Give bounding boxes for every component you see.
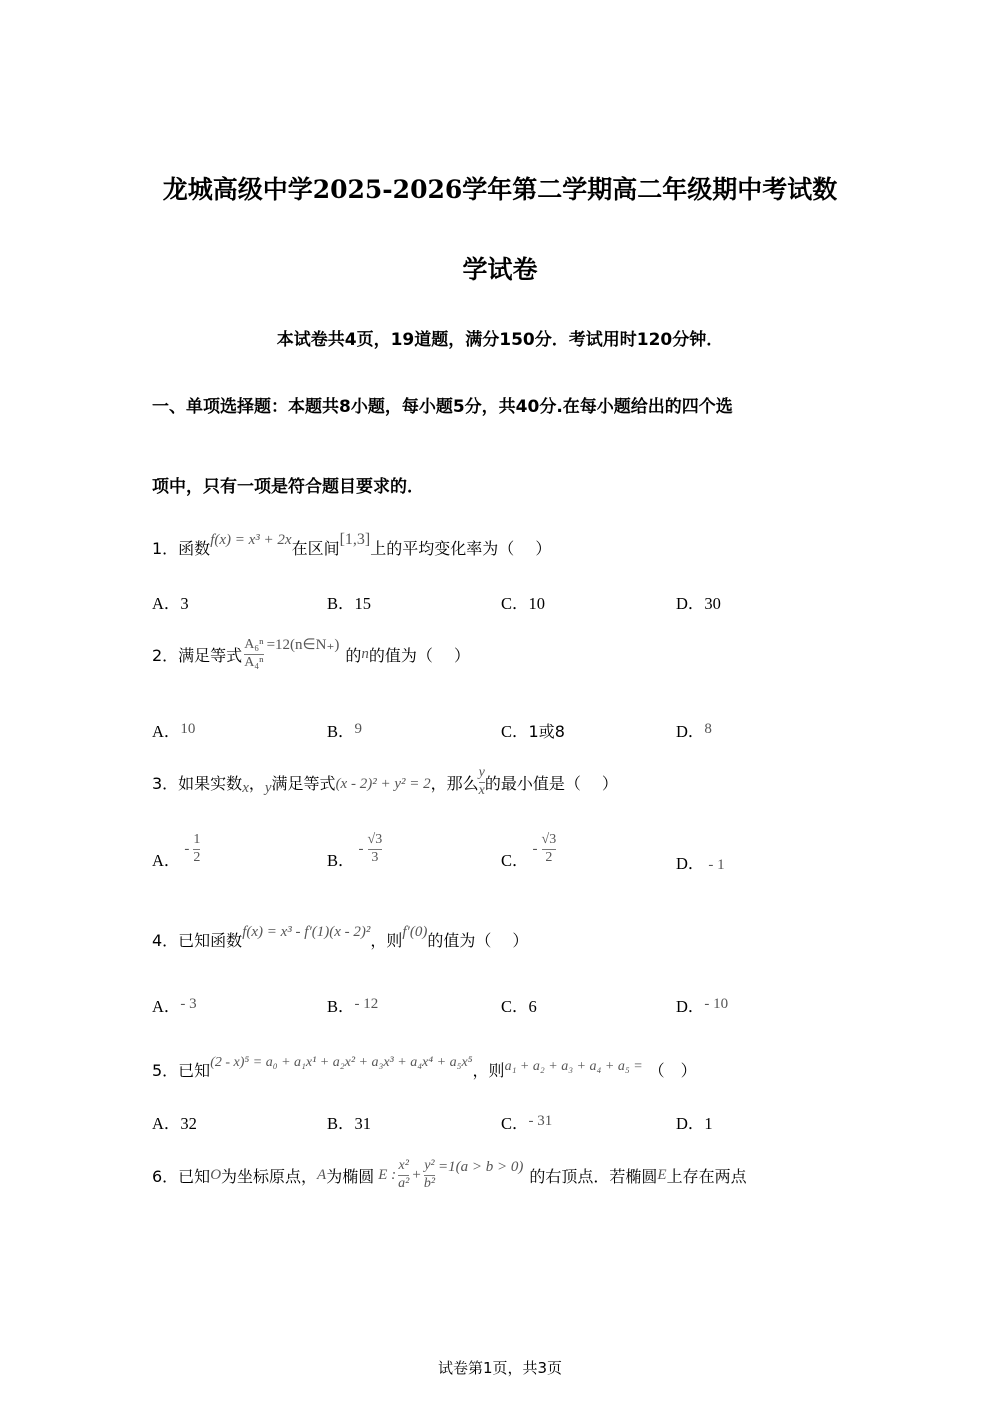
q5-suffix: （ ） [648,1061,697,1080]
q5-option-c-label: C． [501,1114,529,1133]
q6-var-a: A [317,1166,327,1183]
q5-mid: ，则 [472,1061,505,1080]
q1-formula: f(x) = x³ + 2x [210,532,292,548]
q2-var: n [361,645,369,662]
q6-rhs: =1(a > b > 0) [438,1158,524,1175]
q3-option-d[interactable] [676,850,725,874]
question-1 [152,531,552,559]
q3-option-c-num: √3 [541,832,557,848]
q6-frac-1 [398,1158,409,1191]
q5-prefix: 5．已知 [152,1061,211,1080]
q1-suffix: 上的平均变化率为（ ） [370,539,552,558]
q3-var-y: y [264,779,272,796]
q3-option-a[interactable] [152,825,200,873]
q5-formula: (2 - x)⁵ = a₀ + a₁x¹ + a₂x² + a₃x³ + a₄x⁴ + a₅x⁵ [210,1055,473,1070]
q2-frac-num: A₆ⁿ [244,637,264,653]
q4-option-a[interactable] [152,993,197,1017]
q1-option-b[interactable]: B．15 [327,594,372,613]
q5-target: a₁ + a₂ + a₃ + a₄ + a₅ = [504,1059,643,1074]
q6-var-e: E [657,1166,667,1183]
q4-option-c-label: C． [501,997,529,1016]
q2-fraction [244,637,263,670]
q5-option-b-label: B． [327,1114,355,1133]
section-header-line1: 一、单项选择题：本题共8小题，每小题5分，共40分.在每小题给出的四个选 [152,397,733,417]
q5-option-a-label: A． [152,1114,181,1133]
q3-option-c-label: C． [501,851,529,870]
q1-option-d[interactable]: D．30 [676,594,721,613]
q4-option-c-value: 6 [528,997,537,1016]
q5-option-a-value: 32 [180,1114,197,1133]
q4-option-a-value: - 3 [180,996,197,1012]
q4-option-b-label: B． [327,997,355,1016]
q6-text-2: 为椭圆 [326,1166,375,1186]
q3-equation: (x - 2)² + y² = 2 [335,775,431,792]
q1-option-c[interactable]: C．10 [501,594,546,613]
q3-comma: ， [248,773,265,793]
q2-suffix: 的值为（ ） [368,645,470,665]
q3-option-b-num: √3 [367,832,383,848]
q6-ellipse-label: E : [378,1166,397,1183]
page-title-line1: 龙城高级中学2025-2026学年第二学期高二年级期中考试数 [162,175,838,204]
question-5 [152,1055,697,1081]
q2-prefix: 2．满足等式 [152,645,243,665]
q3-option-a-sign: - [184,840,190,857]
q4-option-a-label: A． [152,997,181,1016]
q5-option-b-value: 31 [354,1114,372,1133]
q3-option-a-num: 1 [193,832,201,848]
q6-frac-1-den: a² [398,1175,410,1191]
q6-plus: + [412,1166,421,1183]
q3-option-a-den: 2 [193,849,201,865]
q6-text-3: 的右顶点．若椭圆 [529,1166,658,1186]
q5-option-c[interactable] [501,1110,552,1134]
q5-option-d-value: 1 [704,1114,713,1133]
q1-mid: 在区间 [291,539,340,558]
q2-option-b-label: B． [327,722,355,741]
q1-option-a[interactable]: A．3 [152,594,189,613]
q3-then: ，那么 [430,773,479,793]
q2-option-c-label: C． [501,722,529,741]
q6-frac-1-num: x² [398,1158,409,1174]
q4-mid: ，则 [370,931,403,950]
question-2 [152,628,470,680]
q3-option-b[interactable] [327,825,382,873]
q4-option-b[interactable] [327,993,378,1017]
q3-prefix: 3．如果实数 [152,773,243,793]
q3-option-c-frac [542,832,557,865]
q6-text-4: 上存在两点 [666,1166,747,1186]
q3-frac-num: y [478,765,485,781]
q4-option-d-value: - 10 [704,996,729,1012]
q3-mid: 满足等式 [271,773,336,793]
q4-formula: f(x) = x³ - f′(1)(x - 2)² [242,924,371,940]
question-6 [152,1150,747,1200]
q4-option-d-label: D． [676,997,705,1016]
q3-option-d-label: D． [676,854,705,873]
q2-option-b-value: 9 [354,721,363,737]
q3-option-b-frac [368,832,383,865]
q2-rhs: =12(n∈N₊) [266,636,340,653]
q3-option-b-label: B． [327,851,355,870]
section-header-line2: 项中，只有一项是符合题目要求的． [152,477,424,497]
q3-option-b-den: 3 [371,849,379,865]
q4-suffix: 的值为（ ） [427,931,529,950]
q2-option-d[interactable] [676,718,712,742]
q6-prefix: 6．已知 [152,1166,211,1186]
q3-option-a-label: A． [152,851,181,870]
q6-frac-2-den: b² [423,1175,436,1191]
question-4 [152,924,529,951]
q6-frac-2 [424,1158,435,1191]
q3-option-c-sign: - [532,840,538,857]
q5-option-b[interactable] [327,1110,371,1134]
q6-var-o: O [210,1166,222,1183]
q4-target: f′(0) [402,924,428,940]
q3-var-x: x [242,779,249,796]
q2-option-a-label: A． [152,722,181,741]
q2-option-a-value: 10 [180,721,196,737]
q4-option-b-value: - 12 [354,996,379,1012]
q1-interval: [1,3] [339,531,371,548]
q3-frac-den: x [478,782,485,798]
q5-option-a[interactable] [152,1110,197,1134]
q4-option-c[interactable] [501,993,537,1017]
q2-option-b[interactable] [327,718,362,742]
question-3 [152,760,618,804]
q2-option-a[interactable] [152,718,195,742]
q5-option-d[interactable] [676,1110,713,1134]
q1-prefix: 1．函数 [152,539,211,558]
page-footer: 试卷第1页，共3页 [437,1359,563,1377]
q2-mid: 的 [345,645,362,665]
page-title-line2: 学试卷 [462,255,538,284]
q4-option-d[interactable] [676,993,728,1017]
q4-prefix: 4．已知函数 [152,931,243,950]
q6-frac-2-num: y² [424,1158,435,1174]
q2-option-d-label: D． [676,722,705,741]
q2-frac-den: A₄ⁿ [244,654,264,670]
q3-option-b-sign: - [358,840,364,857]
q5-option-c-value: - 31 [528,1113,553,1129]
q3-suffix: 的最小值是（ ） [484,773,618,793]
q3-option-c[interactable] [501,825,556,873]
q2-option-c[interactable] [501,718,565,742]
q3-option-a-frac [193,832,200,865]
q2-option-c-value: 1或8 [528,722,565,741]
q3-option-c-den: 2 [545,849,553,865]
exam-intro: 本试卷共4页，19道题，满分150分．考试用时120分钟． [276,330,724,350]
q6-text-1: 为坐标原点， [221,1166,318,1186]
q3-option-d-value: - 1 [708,857,725,873]
q5-option-d-label: D． [676,1114,705,1133]
q2-option-d-value: 8 [704,721,712,737]
